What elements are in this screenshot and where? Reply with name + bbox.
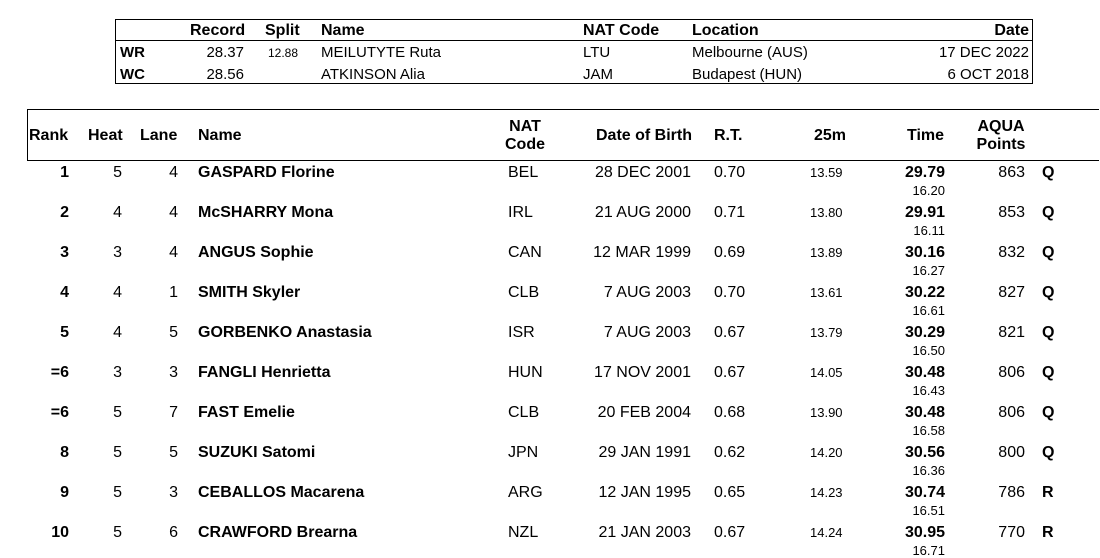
heat: 5 <box>113 164 122 181</box>
lane: 3 <box>169 364 178 381</box>
heat: 5 <box>113 404 122 421</box>
split-50m: 16.36 <box>912 463 945 478</box>
lane: 7 <box>169 404 178 421</box>
records-header-split: Split <box>265 22 300 39</box>
date-of-birth: 7 AUG 2003 <box>603 284 691 301</box>
aqua-points: 827 <box>998 284 1025 301</box>
header-name: Name <box>198 127 242 144</box>
heat: 4 <box>113 204 122 221</box>
rank: =6 <box>50 364 69 381</box>
qualification-mark: Q <box>1042 404 1055 421</box>
rank: =6 <box>50 404 69 421</box>
qualification-mark: R <box>1042 484 1054 501</box>
split-25m: 13.79 <box>810 325 843 340</box>
final-time: 30.95 <box>904 524 945 541</box>
record-date: 6 OCT 2018 <box>947 66 1029 83</box>
records-divider <box>115 40 1033 41</box>
athlete-name: CRAWFORD Brearna <box>198 524 358 541</box>
athlete-name: SUZUKI Satomi <box>198 444 316 461</box>
header-heat: Heat <box>88 127 123 144</box>
split-50m: 16.61 <box>912 303 945 318</box>
nat-code: HUN <box>508 364 543 381</box>
record-nat: JAM <box>583 66 613 83</box>
lane: 4 <box>169 244 178 261</box>
split-25m: 13.59 <box>810 165 843 180</box>
final-time: 29.91 <box>904 204 945 221</box>
split-50m: 16.43 <box>912 383 945 398</box>
nat-code: ARG <box>508 484 543 501</box>
lane: 4 <box>169 164 178 181</box>
nat-code: CLB <box>508 284 540 301</box>
nat-code: ISR <box>508 324 535 341</box>
split-25m: 13.61 <box>810 285 843 300</box>
date-of-birth: 29 JAN 1991 <box>598 444 691 461</box>
final-time: 30.29 <box>904 324 945 341</box>
aqua-points: 806 <box>998 364 1025 381</box>
lane: 6 <box>169 524 178 541</box>
header-nat-code <box>503 118 547 154</box>
qualification-mark: Q <box>1042 164 1055 181</box>
athlete-name: GASPARD Florine <box>198 164 335 181</box>
qualification-mark: Q <box>1042 444 1055 461</box>
record-time: 28.56 <box>206 66 244 83</box>
reaction-time: 0.65 <box>714 484 746 501</box>
rank: 1 <box>60 164 69 181</box>
split-50m: 16.11 <box>913 223 945 238</box>
reaction-time: 0.67 <box>714 324 746 341</box>
date-of-birth: 21 AUG 2000 <box>594 204 691 221</box>
athlete-name: GORBENKO Anastasia <box>198 324 372 341</box>
heat: 3 <box>113 364 122 381</box>
record-split: 12.88 <box>268 46 299 60</box>
aqua-points: 786 <box>998 484 1025 501</box>
header-nat-line2: Code <box>505 136 545 153</box>
reaction-time: 0.67 <box>714 524 746 541</box>
nat-code: BEL <box>508 164 539 181</box>
athlete-name: SMITH Skyler <box>198 284 301 301</box>
lane: 5 <box>169 444 178 461</box>
nat-code: IRL <box>508 204 533 221</box>
final-time: 30.48 <box>904 404 945 421</box>
heat: 5 <box>113 444 122 461</box>
date-of-birth: 28 DEC 2001 <box>594 164 691 181</box>
final-time: 29.79 <box>904 164 945 181</box>
reaction-time: 0.68 <box>714 404 746 421</box>
athlete-name: FAST Emelie <box>198 404 295 421</box>
rank: 8 <box>60 444 69 461</box>
athlete-name: FANGLI Henrietta <box>198 364 331 381</box>
athlete-name: CEBALLOS Macarena <box>198 484 365 501</box>
record-type: WC <box>120 66 145 83</box>
nat-code: CAN <box>508 244 542 261</box>
reaction-time: 0.67 <box>714 364 746 381</box>
split-50m: 16.27 <box>912 263 945 278</box>
aqua-points: 800 <box>998 444 1025 461</box>
date-of-birth: 12 JAN 1995 <box>598 484 691 501</box>
nat-code: JPN <box>508 444 539 461</box>
heat: 4 <box>113 324 122 341</box>
header-lane: Lane <box>140 127 178 144</box>
qualification-mark: Q <box>1042 364 1055 381</box>
lane: 5 <box>169 324 178 341</box>
date-of-birth: 12 MAR 1999 <box>593 244 691 261</box>
heat: 4 <box>113 284 122 301</box>
heat: 3 <box>113 244 122 261</box>
heat: 5 <box>113 484 122 501</box>
reaction-time: 0.70 <box>714 284 746 301</box>
record-name: MEILUTYTE Ruta <box>321 44 442 61</box>
qualification-mark: Q <box>1042 204 1055 221</box>
record-date: 17 DEC 2022 <box>938 44 1029 61</box>
final-time: 30.56 <box>904 444 945 461</box>
header-points-line2: Points <box>976 136 1026 153</box>
records-header-nat: NAT Code <box>583 22 660 39</box>
nat-code: NZL <box>508 524 539 541</box>
records-type-divider <box>115 40 116 84</box>
qualification-mark: Q <box>1042 284 1055 301</box>
heat: 5 <box>113 524 122 541</box>
split-25m: 13.80 <box>810 205 843 220</box>
aqua-points: 821 <box>998 324 1025 341</box>
athlete-name: McSHARRY Mona <box>198 204 334 221</box>
reaction-time: 0.70 <box>714 164 746 181</box>
record-location: Melbourne (AUS) <box>692 44 808 61</box>
qualification-mark: Q <box>1042 324 1055 341</box>
split-50m: 16.51 <box>912 503 945 518</box>
split-50m: 16.58 <box>912 423 945 438</box>
lane: 3 <box>169 484 178 501</box>
header-rt: R.T. <box>714 127 743 144</box>
rank: 2 <box>60 204 69 221</box>
rank: 5 <box>60 324 69 341</box>
record-location: Budapest (HUN) <box>692 66 803 83</box>
date-of-birth: 20 FEB 2004 <box>597 404 691 421</box>
lane: 4 <box>169 204 178 221</box>
header-aqua-points <box>972 118 1030 154</box>
split-25m: 13.89 <box>810 245 843 260</box>
date-of-birth: 7 AUG 2003 <box>603 324 691 341</box>
final-time: 30.22 <box>904 284 945 301</box>
split-50m: 16.71 <box>912 543 945 558</box>
rank: 4 <box>60 284 69 301</box>
header-25m: 25m <box>814 127 847 144</box>
aqua-points: 770 <box>998 524 1025 541</box>
header-points-line1: AQUA <box>977 118 1025 135</box>
record-nat: LTU <box>583 44 611 61</box>
aqua-points: 863 <box>998 164 1025 181</box>
records-header-name: Name <box>321 22 365 39</box>
split-25m: 14.05 <box>810 365 843 380</box>
header-nat-line1: NAT <box>509 118 541 135</box>
nat-code: CLB <box>508 404 540 421</box>
final-time: 30.16 <box>904 244 945 261</box>
split-25m: 13.90 <box>810 405 843 420</box>
split-25m: 14.24 <box>810 525 843 540</box>
reaction-time: 0.71 <box>714 204 746 221</box>
records-header-date: Date <box>994 22 1029 39</box>
lane: 1 <box>169 284 178 301</box>
rank: 9 <box>60 484 69 501</box>
records-table <box>115 19 1033 84</box>
split-25m: 14.20 <box>810 445 843 460</box>
aqua-points: 806 <box>998 404 1025 421</box>
split-50m: 16.50 <box>912 343 945 358</box>
header-time: Time <box>907 127 945 144</box>
aqua-points: 853 <box>998 204 1025 221</box>
reaction-time: 0.62 <box>714 444 746 461</box>
date-of-birth: 21 JAN 2003 <box>598 524 691 541</box>
rank: 10 <box>51 524 69 541</box>
records-header-record: Record <box>190 22 246 39</box>
header-rank: Rank <box>29 127 69 144</box>
records-header-location: Location <box>692 22 759 39</box>
qualification-mark: Q <box>1042 244 1055 261</box>
final-time: 30.48 <box>904 364 945 381</box>
date-of-birth: 17 NOV 2001 <box>594 364 691 381</box>
record-type: WR <box>120 44 145 61</box>
split-50m: 16.20 <box>912 183 945 198</box>
reaction-time: 0.69 <box>714 244 746 261</box>
athlete-name: ANGUS Sophie <box>198 244 314 261</box>
record-name: ATKINSON Alia <box>321 66 425 83</box>
record-time: 28.37 <box>206 44 244 61</box>
split-25m: 14.23 <box>810 485 843 500</box>
header-dob: Date of Birth <box>596 127 692 144</box>
rank: 3 <box>60 244 69 261</box>
final-time: 30.74 <box>904 484 945 501</box>
aqua-points: 832 <box>998 244 1025 261</box>
qualification-mark: R <box>1042 524 1054 541</box>
